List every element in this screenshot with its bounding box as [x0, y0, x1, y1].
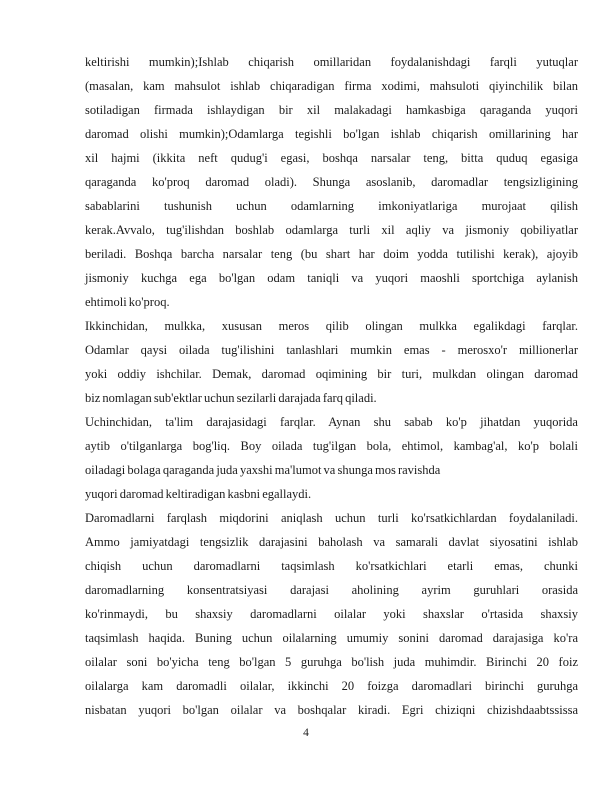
text-line: qaraganda ko'proq daromad oladi). Shunga asoslanib, daromadlar tengsizligining	[85, 175, 578, 189]
text-line: Ammo jamiyatdagi tengsizlik darajasini baholash va samarali davlat siyosatini ishlab	[85, 535, 578, 549]
text-line: Daromadlarni farqlash miqdorini aniqlash uchun turli ko'rsatkichlardan foydalaniladi.	[85, 511, 578, 525]
text-line: nisbatan yuqori bo'lgan oilalar va boshqalar kiradi. Egri chiziqni chizishdaabtssissa	[85, 703, 578, 717]
text-line: sotiladigan firmada ishlaydigan bir xil malakadagi hamkasbiga qaraganda yuqori	[85, 103, 578, 117]
text-line: Uchinchidan, ta'lim darajasidagi farqlar. Aynan shu sabab ko'p jihatdan yuqorida	[85, 415, 578, 429]
text-line: ko'rinmaydi, bu shaxsiy daromadlarni oilalar yoki shaxslar o'rtasida shaxsiy	[85, 607, 578, 621]
text-line: chiqish uchun daromadlarni taqsimlash ko'rsatkichlari etarli emas, chunki	[85, 559, 578, 573]
text-block	[85, 50, 578, 722]
text-line: jismoniy kuchga ega bo'lgan odam taniqli va yuqori maoshli sportchiga aylanish	[85, 271, 578, 285]
text-line: xil hajmi (ikkita neft qudug'i egasi, boshqa narsalar teng, bitta quduq egasiga	[85, 151, 578, 165]
text-line: keltirishi mumkin);Ishlab chiqarish omillaridan foydalanishdagi farqli yutuqlar	[85, 55, 578, 69]
text-line: kerak.Avvalo, tug'ilishdan boshlab odamlarga turli xil aqliy va jismoniy qobiliyatlar	[85, 223, 578, 237]
text-line: daromad olishi mumkin);Odamlarga tegishli bo'lgan ishlab chiqarish omillarining har	[85, 127, 578, 141]
text-line: taqsimlash haqida. Buning uchun oilalarning umumiy sonini daromad darajasiga ko'ra	[85, 631, 578, 645]
text-line: yoki oddiy ishchilar. Demak, daromad oqimining bir turi, mulkdan olingan daromad	[85, 367, 578, 381]
text-line: sabablarini tushunish uchun odamlarning imkoniyatlariga murojaat qilish	[85, 199, 578, 213]
text-line: daromadlarning konsentratsiyasi darajasi aholining ayrim guruhlari orasida	[85, 583, 578, 597]
text-line: beriladi. Boshqa barcha narsalar teng (bu shart har doim yodda tutilishi kerak), ajoyib	[85, 247, 578, 261]
text-line: oilalar soni bo'yicha teng bo'lgan 5 guruhga bo'lish juda muhimdir. Birinchi 20 foiz	[85, 655, 578, 669]
text-line: Odamlar qaysi oilada tug'ilishini tanlashlari mumkin emas - merosxo'r millionerlar	[85, 343, 578, 357]
text-line: aytib o'tilganlarga bog'liq. Boy oilada tug'ilgan bola, ehtimol, kambag'al, ko'p bolali	[85, 439, 578, 453]
text-line: oilalarga kam daromadli oilalar, ikkinchi 20 foizga daromadlari birinchi guruhga	[85, 679, 578, 693]
text-line: ehtimoli ko'proq.	[85, 295, 170, 309]
text-line: oiladagi bolaga qaraganda juda yaxshi ma'lumot va shunga mos ravishda	[85, 463, 441, 477]
text-line: yuqori daromad keltiradigan kasbni egallaydi.	[85, 487, 312, 501]
text-line: Ikkinchidan, mulkka, xususan meros qilib olingan mulkka egalikdagi farqlar.	[85, 319, 578, 333]
text-line: biz nomlagan sub'ektlar uchun sezilarli darajada farq qiladi.	[85, 391, 377, 405]
text-line: (masalan, kam mahsulot ishlab chiqaradigan firma xodimi, mahsuloti qiyinchilik bilan	[85, 79, 578, 93]
page-number: 4	[303, 727, 309, 739]
